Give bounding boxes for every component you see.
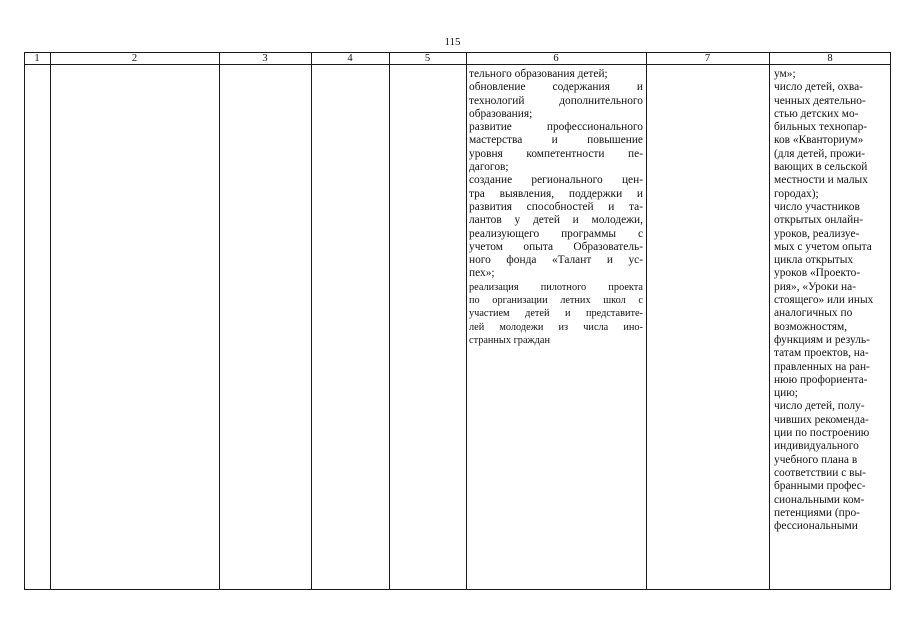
column-header: 5 [424, 53, 431, 64]
col6-cell-text [469, 68, 643, 347]
col8-cell-text [774, 68, 890, 533]
text-line: ции по построению [774, 427, 870, 440]
text-line: бильных технопар- [774, 121, 868, 134]
column-header: 8 [827, 53, 833, 64]
text-line: правленных на ран- [774, 360, 870, 373]
text-line: чивших рекоменда- [774, 413, 869, 426]
page-number: 115 [444, 36, 461, 48]
text-line: ум»; [774, 68, 796, 80]
text-line: местности и малых [774, 174, 868, 187]
text-line: индивидуального [774, 440, 859, 453]
text-line: образования; [469, 107, 533, 120]
header-row-divider [24, 64, 891, 65]
column-divider [466, 52, 467, 590]
text-line: странных граждан [469, 334, 550, 346]
text-line: цикла открытых [774, 254, 854, 267]
text-line: стью детских мо- [774, 107, 859, 120]
text-line: цию; [774, 387, 798, 400]
column-divider [50, 52, 51, 590]
text-line: лантов у детей и молодежи, [469, 214, 643, 227]
text-line: развитие профессионального [469, 121, 643, 134]
text-line: ного фонда «Талант и ус- [469, 254, 643, 267]
text-line: ченных деятельно- [774, 94, 866, 107]
text-line: лей молодежи из числа ино- [469, 321, 643, 333]
text-line: сиональными ком- [774, 493, 865, 506]
text-line: число участников [774, 200, 860, 213]
text-line: создание регионального цен- [469, 174, 643, 187]
column-divider [389, 52, 390, 590]
text-line: участием детей и представите- [469, 308, 643, 320]
text-line: число детей, полу- [774, 400, 865, 413]
text-line: уроков «Проекто- [774, 267, 861, 280]
text-line: петенциями (про- [774, 506, 860, 519]
text-line: пех»; [469, 267, 495, 280]
column-header: 3 [262, 53, 268, 64]
text-line: рия», «Уроки на- [774, 280, 856, 293]
text-line: технологий дополнительного [469, 94, 643, 107]
column-divider [769, 52, 770, 590]
text-line: тра выявления, поддержки и [469, 187, 643, 200]
text-line: татам проектов, на- [774, 347, 869, 360]
column-header: 4 [347, 53, 353, 64]
text-line: по организации летних школ с [469, 295, 643, 307]
text-line: стоящего» или иных [774, 294, 874, 307]
text-line: аналогичных по [774, 307, 853, 320]
text-line: открытых онлайн- [774, 214, 864, 227]
text-line: число детей, охва- [774, 81, 863, 94]
text-line: нюю профориента- [774, 373, 868, 386]
text-line: развития способностей и та- [469, 200, 643, 213]
table-frame [24, 52, 891, 590]
text-line: реализующего программы с [469, 227, 643, 240]
text-line: мых с учетом опыта [774, 240, 872, 253]
text-line: дагогов; [469, 161, 509, 174]
column-header: 6 [553, 53, 559, 64]
text-line: уроков, реализуе- [774, 227, 860, 240]
text-line: мастерства и повышение [469, 134, 643, 147]
text-line: ков «Кванториум» [774, 134, 864, 147]
column-header: 1 [34, 53, 40, 64]
column-header: 7 [704, 53, 711, 64]
text-line: городах); [774, 187, 819, 200]
column-divider [311, 52, 312, 590]
text-line: тельного образования детей; [469, 68, 608, 80]
text-line: фессиональными [774, 520, 858, 533]
text-line: функциям и резуль- [774, 333, 870, 346]
text-line: учебного плана в [774, 453, 858, 466]
column-divider [646, 52, 647, 590]
column-header: 2 [131, 53, 138, 64]
text-line: вающих в сельской [774, 161, 868, 174]
text-line: бранными профес- [774, 480, 866, 493]
text-line: возможностям, [774, 320, 848, 333]
text-line: (для детей, прожи- [774, 147, 865, 160]
text-line: уровня компетентности пе- [469, 147, 643, 160]
text-line: учетом опыта Образователь- [469, 240, 643, 253]
text-line: обновление содержания и [469, 81, 643, 94]
text-line: соответствии с вы- [774, 466, 866, 479]
text-line: реализация пилотного проекта [469, 281, 643, 293]
column-divider [219, 52, 220, 590]
